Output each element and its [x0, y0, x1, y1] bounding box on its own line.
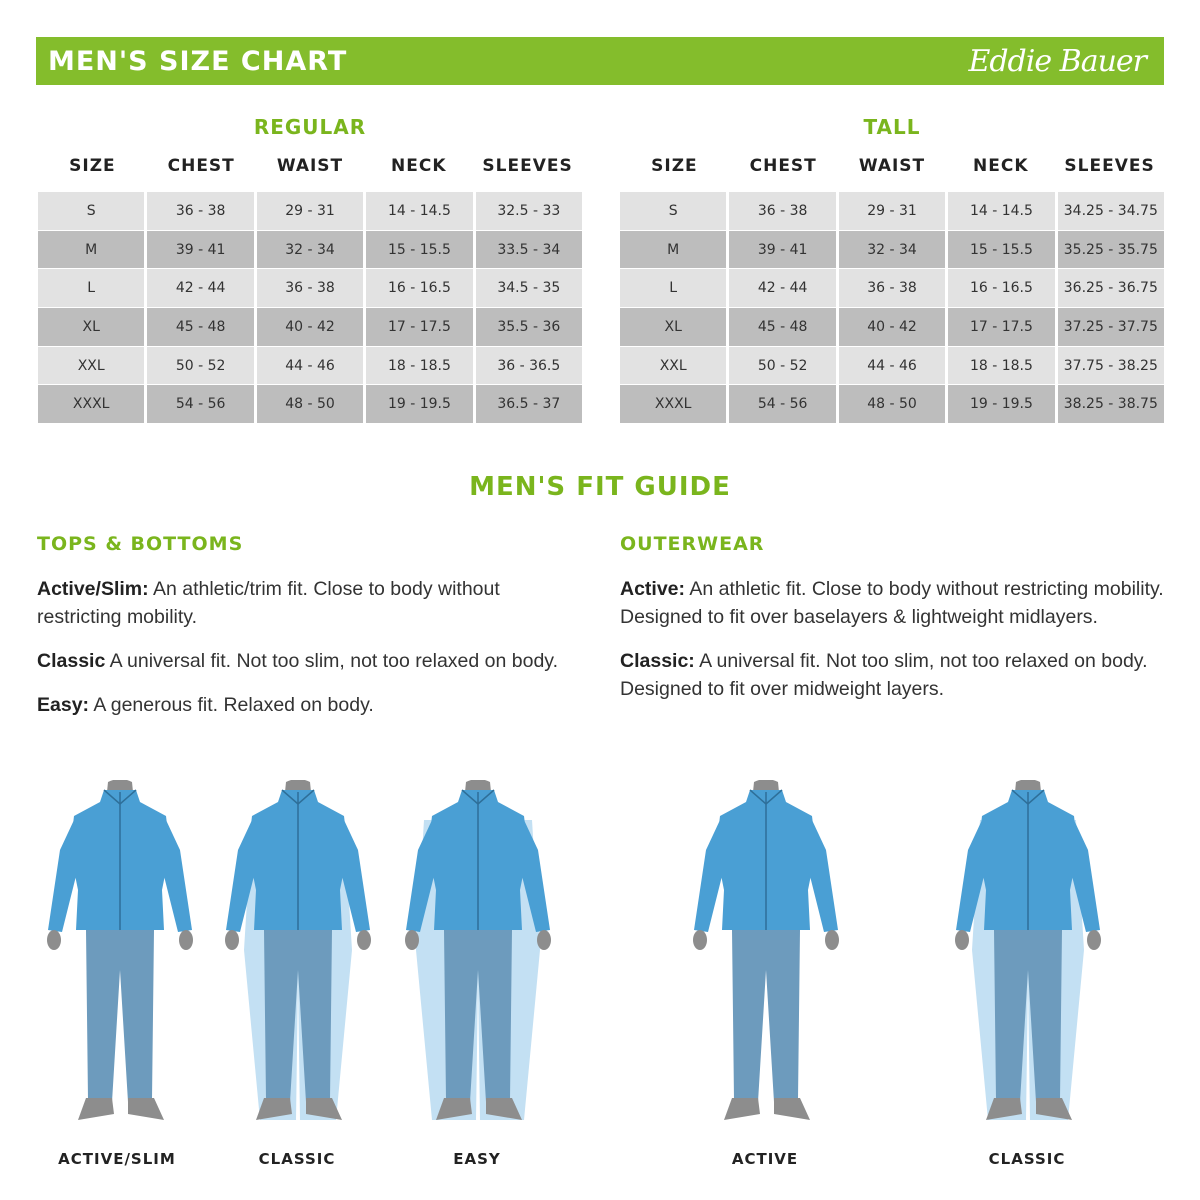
table-cell: L: [620, 269, 729, 308]
table-cell: 34.25 - 34.75: [1058, 192, 1164, 231]
table-cell: 45 - 48: [729, 308, 838, 347]
header-cell: SLEEVES: [1064, 156, 1155, 176]
left-hand-shape: [955, 930, 969, 950]
table-cell: S: [38, 192, 147, 231]
table-cell: 36 - 38: [257, 269, 366, 308]
table-row: [38, 347, 582, 386]
table-row: [620, 385, 1164, 424]
table-cell: 17 - 17.5: [948, 308, 1057, 347]
table-cell: 36.5 - 37: [476, 385, 582, 424]
header-cell: NECK: [973, 156, 1029, 176]
table-row: [38, 231, 582, 270]
fit-text: An athletic/trim fit. Close to body without restricting mobility.: [37, 578, 500, 628]
table-cell: L: [38, 269, 147, 308]
table-cell: XXL: [38, 347, 147, 386]
header-cell: WAIST: [276, 156, 344, 176]
table-cell: 34.5 - 35: [476, 269, 582, 308]
tall-size-table: [620, 108, 1164, 424]
fit-description: [620, 575, 1165, 631]
table-cell: 36 - 36.5: [476, 347, 582, 386]
tall-title: TALL: [863, 115, 921, 139]
table-cell: 48 - 50: [839, 385, 948, 424]
table-cell: M: [38, 231, 147, 270]
right-hand-shape: [179, 930, 193, 950]
fit-label: Active/Slim:: [37, 578, 149, 600]
table-cell: 16 - 16.5: [366, 269, 475, 308]
easy-label: EASY: [453, 1150, 501, 1168]
table-cell: 29 - 31: [257, 192, 366, 231]
header-cell: CHEST: [749, 156, 817, 176]
table-row: [38, 192, 582, 231]
table-cell: 19 - 19.5: [948, 385, 1057, 424]
table-cell: 29 - 31: [839, 192, 948, 231]
regular-header-row: [38, 146, 582, 186]
tall-rows: [620, 192, 1164, 424]
table-cell: 36.25 - 36.75: [1058, 269, 1164, 308]
table-cell: 44 - 46: [839, 347, 948, 386]
table-cell: 32 - 34: [839, 231, 948, 270]
table-row: [620, 231, 1164, 270]
fit-description: [620, 647, 1165, 703]
table-cell: M: [620, 231, 729, 270]
size-chart-banner: [36, 37, 1164, 85]
table-row: [38, 269, 582, 308]
table-cell: 18 - 18.5: [948, 347, 1057, 386]
table-row: [620, 347, 1164, 386]
table-row: [38, 308, 582, 347]
right-hand-shape: [537, 930, 551, 950]
header-cell: CHEST: [167, 156, 235, 176]
table-row: [620, 192, 1164, 231]
table-row: [38, 385, 582, 424]
table-cell: 39 - 41: [729, 231, 838, 270]
regular-title: REGULAR: [253, 115, 367, 139]
fit-description: [37, 647, 577, 675]
fit-label: Classic: [37, 650, 106, 672]
table-cell: 54 - 56: [147, 385, 256, 424]
right-shoe-shape: [128, 1098, 164, 1120]
outerwear-classic-figure: [948, 780, 1108, 1140]
table-cell: 50 - 52: [729, 347, 838, 386]
pants-shape: [732, 930, 800, 1102]
size-chart-title: MEN'S SIZE CHART: [48, 45, 348, 77]
table-cell: 40 - 42: [257, 308, 366, 347]
table-cell: 35.25 - 35.75: [1058, 231, 1164, 270]
table-cell: 19 - 19.5: [366, 385, 475, 424]
right-hand-shape: [1087, 930, 1101, 950]
fit-label: Easy:: [37, 694, 90, 716]
left-hand-shape: [225, 930, 239, 950]
outerwear-active-figure: [686, 780, 846, 1140]
left-shoe-shape: [78, 1098, 114, 1120]
table-cell: 32.5 - 33: [476, 192, 582, 231]
fit-guide-title: MEN'S FIT GUIDE: [469, 472, 731, 502]
left-hand-shape: [693, 930, 707, 950]
fit-description: [37, 575, 577, 631]
easy-figure: [398, 780, 558, 1140]
table-cell: XXXL: [38, 385, 147, 424]
outerwear-heading: OUTERWEAR: [620, 533, 765, 555]
fit-label: Classic:: [620, 650, 695, 672]
left-hand-shape: [47, 930, 61, 950]
table-cell: 38.25 - 38.75: [1058, 385, 1164, 424]
tall-header-row: [620, 146, 1164, 186]
table-cell: XXXL: [620, 385, 729, 424]
tops-bottoms-heading: TOPS & BOTTOMS: [37, 533, 244, 555]
table-cell: 17 - 17.5: [366, 308, 475, 347]
regular-rows: [38, 192, 582, 424]
table-cell: 16 - 16.5: [948, 269, 1057, 308]
table-cell: 14 - 14.5: [366, 192, 475, 231]
tops-bottoms-section: [37, 533, 577, 735]
table-cell: 33.5 - 34: [476, 231, 582, 270]
table-cell: 36 - 38: [729, 192, 838, 231]
table-cell: 36 - 38: [147, 192, 256, 231]
fit-text: A universal fit. Not too slim, not too relaxed on body. Designed to fit over midweight layers.: [620, 650, 1148, 700]
table-cell: 39 - 41: [147, 231, 256, 270]
table-cell: 50 - 52: [147, 347, 256, 386]
table-cell: 40 - 42: [839, 308, 948, 347]
table-cell: XXL: [620, 347, 729, 386]
table-cell: 36 - 38: [839, 269, 948, 308]
header-cell: SLEEVES: [482, 156, 573, 176]
table-cell: S: [620, 192, 729, 231]
table-cell: 35.5 - 36: [476, 308, 582, 347]
table-cell: 32 - 34: [257, 231, 366, 270]
pants-shape: [994, 930, 1062, 1102]
table-cell: 44 - 46: [257, 347, 366, 386]
header-cell: SIZE: [651, 156, 698, 176]
pants-shape: [444, 930, 512, 1102]
left-hand-shape: [405, 930, 419, 950]
active-slim-label: ACTIVE/SLIM: [58, 1150, 176, 1168]
header-cell: SIZE: [69, 156, 116, 176]
right-hand-shape: [825, 930, 839, 950]
table-cell: 15 - 15.5: [948, 231, 1057, 270]
table-cell: 54 - 56: [729, 385, 838, 424]
fit-text: A universal fit. Not too slim, not too relaxed on body.: [105, 650, 559, 672]
table-row: [620, 269, 1164, 308]
pants-shape: [86, 930, 154, 1102]
table-cell: 37.75 - 38.25: [1058, 347, 1164, 386]
table-row: [620, 308, 1164, 347]
brand-logo: Eddie Bauer: [968, 43, 1146, 79]
table-cell: XL: [620, 308, 729, 347]
fit-label: Active:: [620, 578, 686, 600]
table-cell: 48 - 50: [257, 385, 366, 424]
table-cell: 14 - 14.5: [948, 192, 1057, 231]
table-cell: 37.25 - 37.75: [1058, 308, 1164, 347]
classic-label: CLASSIC: [258, 1150, 336, 1168]
outerwear-section: [620, 533, 1165, 719]
table-cell: 42 - 44: [147, 269, 256, 308]
right-shoe-shape: [774, 1098, 810, 1120]
fit-description: [37, 691, 577, 719]
header-cell: WAIST: [858, 156, 926, 176]
right-hand-shape: [357, 930, 371, 950]
classic-figure: [218, 780, 378, 1140]
header-cell: NECK: [391, 156, 447, 176]
fit-text: An athletic fit. Close to body without restricting mobility. Designed to fit over baselayers & lightweight midlayers.: [620, 578, 1164, 628]
outerwear-classic-label: CLASSIC: [988, 1150, 1066, 1168]
table-cell: XL: [38, 308, 147, 347]
table-cell: 45 - 48: [147, 308, 256, 347]
regular-size-table: [38, 108, 582, 424]
table-cell: 15 - 15.5: [366, 231, 475, 270]
table-cell: 42 - 44: [729, 269, 838, 308]
outerwear-active-label: ACTIVE: [731, 1150, 799, 1168]
active-slim-figure: [40, 780, 200, 1140]
left-shoe-shape: [724, 1098, 760, 1120]
table-cell: 18 - 18.5: [366, 347, 475, 386]
pants-shape: [264, 930, 332, 1102]
fit-text: A generous fit. Relaxed on body.: [89, 694, 374, 716]
